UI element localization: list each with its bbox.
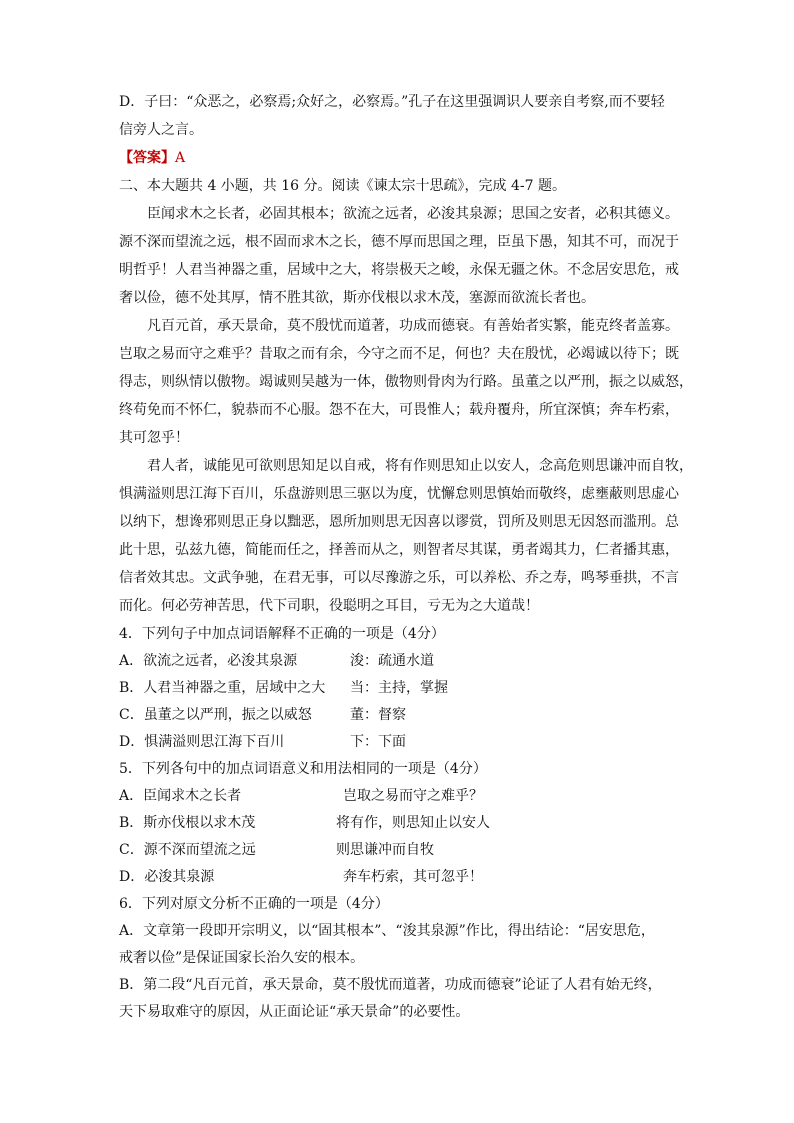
q4-option-a-gloss: 浚：疏通水道 [350,653,434,669]
q5-option-c: C．源不深而望流之远 [119,842,256,858]
q5-option-d: D．必浚其泉源 [119,869,215,885]
q5-option-b-pair: 将有作，则思知止以安人 [336,815,490,831]
passage-p3-line: 君人者，诚能见可欲则思知足以自戒，将有作则思知止以安人，念高危则思谦冲而自牧， [147,458,693,474]
passage-p2-line: 其可忽乎！ [119,430,189,446]
q5-option-b: B．斯亦伐根以求木茂 [119,815,256,831]
q4-option-b-gloss: 当：主持，掌握 [350,680,448,696]
passage-p2-line: 得志，则纵情以傲物。竭诚则吴越为一体，傲物则骨肉为行路。虽董之以严刑，振之以威怒， [119,374,693,390]
passage-p3-line: 而化。何必劳神苦思，代下司职，役聪明之耳目，亏无为之大道哉！ [119,598,539,614]
q5-option-c-pair: 则思谦冲而自牧 [336,842,434,858]
q5-option-a: A．臣闻求木之长者 [119,788,242,804]
intro-line-2: 信旁人之言。 [119,122,203,138]
q4-stem: 4．下列句子中加点词语解释不正确的一项是（4分） [119,626,445,642]
passage-p3-line: 惧满溢则思江海下百川，乐盘游则思三驱以为度，忧懈怠则思慎始而敬终，虑壅蔽则思虚心 [119,486,679,502]
q4-option-a: A．欲流之远者，必浚其泉源 [119,653,298,669]
passage-p1-line: 臣闻求木之长者，必固其根本；欲流之远者，必浚其泉源；思国之安者，必积其德义。 [147,206,679,222]
q6-option-b-line: 天下易取难守的原因，从正面论证“承天景命”的必要性。 [119,1004,470,1020]
q4-option-d: D．惧满溢则思江海下百川 [119,734,285,750]
q5-option-d-pair: 奔车朽索，其可忽乎！ [343,869,483,885]
q5-option-a-pair: 岂取之易而守之难乎？ [343,788,483,804]
q6-option-b-line: B．第二段“凡百元首，承天景命，莫不殷忧而道著，功成而德衰”论证了人君有始无终， [119,977,662,993]
q6-option-a-line: A．文章第一段即开宗明义，以“固其根本”、“浚其泉源”作比，得出结论：“居安思危， [119,923,655,939]
answer-value: A [175,150,186,166]
passage-p2-line: 终苟免而不怀仁，貌恭而不心服。怨不在大，可畏惟人；载舟覆舟，所宜深慎；奔车朽索， [119,402,679,418]
q4-option-d-gloss: 下：下面 [350,734,406,750]
section-heading: 二、本大题共 4 小题，共 16 分。阅读《谏太宗十思疏》，完成 4-7 题。 [119,178,566,194]
q4-option-b: B．人君当神器之重，居域中之大 [119,680,326,696]
passage-p2-line: 岂取之易而守之难乎？昔取之而有余，今守之而不足，何也？夫在殷忧，必竭诚以待下；既 [119,346,679,362]
passage-p3-line: 以纳下，想谗邪则思正身以黜恶，恩所加则思无因喜以谬赏，罚所及则思无因怒而滥刑。总 [119,514,679,530]
passage-p3-line: 信者效其忠。文武争驰，在君无事，可以尽豫游之乐，可以养松、乔之寿，鸣琴垂拱，不言 [119,570,679,586]
q6-stem: 6．下列对原文分析不正确的一项是（4分） [119,896,389,912]
passage-p1-line: 源不深而望流之远，根不固而求木之长，德不厚而思国之理，臣虽下愚，知其不可，而况于 [119,234,679,250]
q4-option-c: C．虽董之以严刑，振之以威怒 [119,707,312,723]
q4-option-c-gloss: 董：督察 [350,707,406,723]
passage-p1-line: 奢以俭，德不处其厚，情不胜其欲，斯亦伐根以求木茂，塞源而欲流长者也。 [119,290,595,306]
answer-tag: 【答案】 [119,150,175,166]
q5-stem: 5．下列各句中的加点词语意义和用法相同的一项是（4分） [119,761,487,777]
intro-line-1: D．子曰：“众恶之，必察焉;众好之，必察焉。”孔子在这里强调识人要亲自考察,而不要轻 [119,94,665,110]
passage-p1-line: 明哲乎！人君当神器之重，居域中之大，将崇极天之峻，永保无疆之休。不念居安思危，戒 [119,262,679,278]
q6-option-a-line: 戒奢以俭”是保证国家长治久安的根本。 [119,950,365,966]
passage-p2-line: 凡百元首，承天景命，莫不殷忧而道著，功成而德衰。有善始者实繁，能克终者盖寡。 [147,318,679,334]
answer-line [119,148,185,168]
passage-p3-line: 此十思，弘兹九德，简能而任之，择善而从之，则智者尽其谋，勇者竭其力，仁者播其惠， [119,542,679,558]
